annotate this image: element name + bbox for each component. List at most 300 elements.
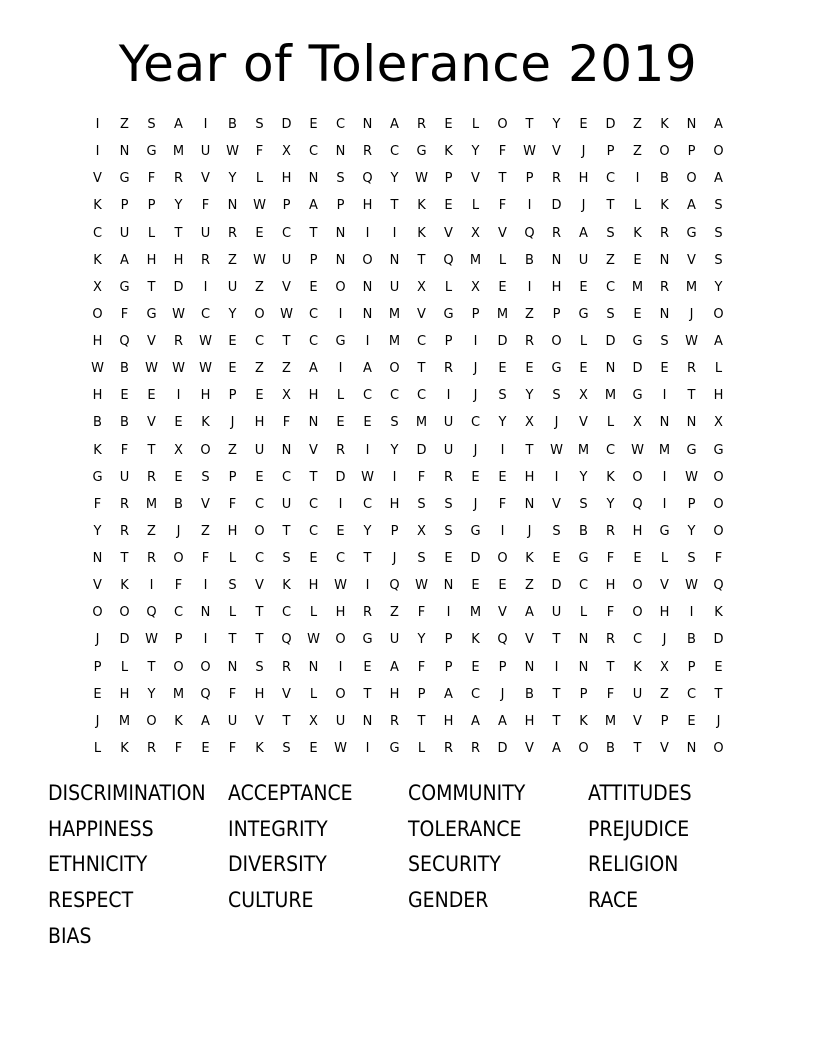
grid-row <box>84 518 732 545</box>
grid-row <box>84 654 732 681</box>
grid-letter: F <box>606 551 615 566</box>
grid-letter: Z <box>228 442 237 458</box>
grid-letter: N <box>200 605 211 621</box>
grid-letter: C <box>308 306 319 322</box>
grid-letter: Y <box>93 523 102 539</box>
grid-letter: X <box>93 279 102 295</box>
grid-letter: L <box>714 361 723 377</box>
grid-letter: R <box>443 469 454 485</box>
grid-letter: E <box>633 306 642 322</box>
grid-letter: W <box>550 442 563 458</box>
grid-row <box>84 220 732 247</box>
word-list-item: INTEGRITY <box>228 816 328 841</box>
grid-letter: S <box>282 740 291 756</box>
grid-letter: F <box>120 306 129 322</box>
grid-letter: O <box>632 605 643 621</box>
grid-letter: R <box>524 334 535 349</box>
grid-letter: E <box>336 415 345 431</box>
grid-letter: T <box>363 551 372 566</box>
grid-letter: H <box>227 523 238 539</box>
grid-letter: P <box>687 659 696 675</box>
grid-letter: V <box>201 171 210 187</box>
grid-letter: V <box>552 496 561 512</box>
grid-letter: B <box>606 740 615 756</box>
grid-letter: E <box>579 117 588 132</box>
grid-letter: N <box>659 415 670 431</box>
grid-letter: M <box>685 279 698 295</box>
grid-letter: N <box>308 415 319 431</box>
grid-letter: X <box>282 144 291 160</box>
grid-letter: C <box>362 388 373 404</box>
grid-letter: P <box>687 496 696 512</box>
grid-letter: Q <box>443 252 454 268</box>
grid-letter: K <box>93 198 102 214</box>
grid-letter: H <box>200 388 211 404</box>
grid-letter: L <box>309 605 318 621</box>
grid-row <box>84 545 732 572</box>
grid-letter: N <box>227 198 238 214</box>
grid-letter: A <box>363 361 372 377</box>
grid-letter: O <box>92 306 103 322</box>
grid-letter: E <box>471 469 480 485</box>
grid-letter: P <box>471 306 480 322</box>
grid-letter: C <box>605 279 616 295</box>
grid-letter: W <box>685 578 698 594</box>
grid-letter: I <box>500 442 505 458</box>
grid-letter: F <box>498 144 507 160</box>
grid-letter: A <box>714 334 723 349</box>
grid-letter: A <box>201 713 210 729</box>
grid-letter: C <box>254 551 265 566</box>
grid-letter: W <box>145 361 158 377</box>
grid-letter: F <box>120 442 129 458</box>
grid-letter: O <box>92 605 103 621</box>
grid-letter: E <box>498 279 507 295</box>
grid-letter: M <box>118 713 131 729</box>
grid-letter: W <box>334 740 347 756</box>
grid-letter: F <box>417 605 426 621</box>
grid-letter: V <box>255 713 264 729</box>
grid-letter: L <box>498 252 507 268</box>
grid-letter: T <box>417 361 426 377</box>
grid-letter: L <box>606 415 615 431</box>
grid-letter: H <box>335 605 346 621</box>
grid-letter: G <box>146 144 157 160</box>
grid-letter: C <box>173 605 184 621</box>
grid-letter: L <box>228 605 237 621</box>
word-list-item: RESPECT <box>48 888 134 913</box>
grid-letter: C <box>578 578 589 594</box>
word-list-item: BIAS <box>48 923 92 948</box>
grid-letter: W <box>253 198 266 214</box>
grid-letter: Q <box>119 334 130 349</box>
grid-letter: K <box>201 415 210 431</box>
grid-letter: T <box>552 713 561 729</box>
grid-letter: I <box>689 605 694 621</box>
grid-letter: G <box>146 306 157 322</box>
grid-letter: W <box>334 578 347 594</box>
grid-row <box>84 437 732 464</box>
grid-letter: V <box>498 605 507 621</box>
grid-letter: Z <box>633 117 642 132</box>
grid-letter: E <box>255 388 264 404</box>
grid-letter: Q <box>713 578 724 594</box>
grid-letter: E <box>363 415 372 431</box>
grid-letter: H <box>362 198 373 214</box>
grid-letter: Z <box>255 361 264 377</box>
grid-letter: E <box>309 117 318 132</box>
grid-letter: H <box>254 686 265 702</box>
grid-letter: I <box>338 659 343 675</box>
grid-letter: W <box>307 632 320 648</box>
grid-row <box>84 626 732 653</box>
grid-letter: V <box>255 578 264 594</box>
grid-letter: T <box>498 171 507 187</box>
grid-letter: S <box>714 198 723 214</box>
grid-letter: H <box>308 388 319 404</box>
grid-letter: J <box>95 713 100 729</box>
grid-letter: G <box>686 225 697 241</box>
grid-letter: M <box>604 388 617 404</box>
grid-letter: F <box>606 686 615 702</box>
grid-letter: F <box>714 551 723 566</box>
grid-letter: J <box>689 306 694 322</box>
grid-letter: R <box>173 171 184 187</box>
grid-letter: Q <box>524 225 535 241</box>
grid-letter: L <box>444 279 453 295</box>
grid-letter: N <box>281 442 292 458</box>
grid-letter: V <box>525 632 534 648</box>
grid-letter: R <box>146 551 157 566</box>
grid-letter: V <box>282 686 291 702</box>
grid-letter: A <box>687 198 696 214</box>
grid-letter: O <box>200 442 211 458</box>
grid-letter: P <box>120 198 129 214</box>
grid-letter: S <box>147 117 156 132</box>
grid-letter: W <box>523 144 536 160</box>
grid-letter: Y <box>390 171 399 187</box>
grid-letter: X <box>174 442 183 458</box>
grid-letter: V <box>552 144 561 160</box>
grid-letter: K <box>714 605 723 621</box>
grid-letter: V <box>282 279 291 295</box>
grid-letter: L <box>579 605 588 621</box>
grid-letter: Z <box>255 279 264 295</box>
grid-letter: R <box>659 279 670 295</box>
grid-letter: F <box>93 496 102 512</box>
grid-row <box>84 301 732 328</box>
grid-letter: Z <box>390 605 399 621</box>
grid-letter: T <box>525 117 534 132</box>
grid-letter: S <box>714 225 723 241</box>
grid-letter: S <box>444 496 453 512</box>
grid-letter: I <box>473 334 478 349</box>
grid-letter: E <box>633 252 642 268</box>
grid-letter: V <box>660 578 669 594</box>
grid-letter: L <box>120 659 129 675</box>
grid-letter: N <box>335 144 346 160</box>
grid-letter: I <box>203 578 208 594</box>
grid-letter: C <box>389 144 400 160</box>
grid-letter: J <box>527 523 532 539</box>
grid-letter: Y <box>579 469 588 485</box>
grid-letter: I <box>527 198 532 214</box>
grid-letter: S <box>687 551 696 566</box>
grid-letter: W <box>361 469 374 485</box>
grid-letter: U <box>200 144 211 160</box>
grid-letter: I <box>527 279 532 295</box>
grid-letter: J <box>176 523 181 539</box>
grid-letter: Y <box>363 523 372 539</box>
grid-letter: P <box>444 334 453 349</box>
grid-letter: C <box>308 334 319 349</box>
grid-letter: T <box>174 225 183 241</box>
grid-letter: A <box>390 659 399 675</box>
grid-letter: H <box>551 279 562 295</box>
grid-letter: T <box>390 198 399 214</box>
grid-letter: U <box>578 252 589 268</box>
grid-letter: M <box>469 252 482 268</box>
grid-letter: E <box>201 740 210 756</box>
grid-letter: T <box>147 442 156 458</box>
grid-letter: N <box>362 117 373 132</box>
grid-letter: C <box>281 605 292 621</box>
grid-letter: M <box>658 442 671 458</box>
grid-letter: V <box>525 740 534 756</box>
grid-letter: E <box>255 469 264 485</box>
grid-letter: K <box>93 442 102 458</box>
word-list-item: COMMUNITY <box>408 781 526 805</box>
grid-letter: L <box>228 551 237 566</box>
grid-letter: C <box>389 388 400 404</box>
grid-letter: O <box>713 306 724 322</box>
grid-letter: Q <box>389 578 400 594</box>
grid-letter: H <box>389 686 400 702</box>
word-list-item: PREJUDICE <box>588 816 690 841</box>
grid-letter: M <box>172 144 185 160</box>
grid-letter: P <box>579 686 588 702</box>
grid-row <box>84 491 732 518</box>
grid-letter: M <box>388 306 401 322</box>
grid-letter: P <box>417 686 426 702</box>
grid-letter: S <box>417 551 426 566</box>
grid-letter: S <box>417 496 426 512</box>
grid-letter: R <box>443 740 454 756</box>
grid-letter: B <box>579 523 588 539</box>
grid-letter: S <box>336 171 345 187</box>
grid-letter: E <box>471 659 480 675</box>
grid-letter: C <box>470 415 481 431</box>
grid-letter: P <box>174 632 183 648</box>
grid-letter: G <box>632 388 643 404</box>
grid-letter: R <box>146 740 157 756</box>
grid-letter: F <box>201 198 210 214</box>
grid-letter: B <box>93 415 102 431</box>
grid-letter: D <box>416 442 427 458</box>
grid-letter: K <box>579 713 588 729</box>
grid-letter: N <box>362 279 373 295</box>
grid-letter: N <box>443 578 454 594</box>
grid-letter: B <box>228 117 237 132</box>
grid-letter: G <box>632 334 643 349</box>
grid-letter: L <box>579 334 588 349</box>
grid-letter: O <box>119 605 130 621</box>
grid-letter: G <box>362 632 373 648</box>
grid-letter: T <box>714 686 723 702</box>
grid-letter: S <box>552 523 561 539</box>
grid-letter: K <box>444 144 453 160</box>
grid-letter: Y <box>390 442 399 458</box>
grid-letter: X <box>471 225 480 241</box>
grid-letter: P <box>282 198 291 214</box>
grid-letter: P <box>444 171 453 187</box>
grid-letter: M <box>496 306 509 322</box>
grid-letter: T <box>417 252 426 268</box>
grid-letter: S <box>552 388 561 404</box>
grid-letter: H <box>443 713 454 729</box>
grid-letter: T <box>687 388 696 404</box>
grid-letter: D <box>713 632 724 648</box>
grid-letter: A <box>309 361 318 377</box>
grid-letter: D <box>497 334 508 349</box>
grid-letter: U <box>281 252 292 268</box>
grid-letter: C <box>416 388 427 404</box>
grid-letter: S <box>255 659 264 675</box>
grid-letter: M <box>172 686 185 702</box>
grid-letter: J <box>230 415 235 431</box>
grid-letter: U <box>335 713 346 729</box>
grid-letter: U <box>389 632 400 648</box>
word-list-item: RACE <box>588 888 639 913</box>
grid-letter: S <box>714 252 723 268</box>
grid-letter: P <box>228 388 237 404</box>
grid-letter: A <box>174 117 183 132</box>
grid-letter: Z <box>282 361 291 377</box>
letter-grid <box>84 111 732 762</box>
grid-letter: A <box>390 117 399 132</box>
word-list-item: ATTITUDES <box>588 781 692 805</box>
grid-letter: I <box>392 225 397 241</box>
grid-letter: O <box>254 306 265 322</box>
grid-letter: V <box>660 740 669 756</box>
grid-letter: N <box>335 252 346 268</box>
grid-letter: F <box>228 496 237 512</box>
grid-letter: I <box>203 632 208 648</box>
grid-letter: J <box>500 686 505 702</box>
grid-letter: W <box>685 469 698 485</box>
grid-letter: V <box>633 713 642 729</box>
grid-letter: D <box>281 117 292 132</box>
grid-letter: V <box>147 415 156 431</box>
grid-letter: F <box>606 605 615 621</box>
word-list-item: DIVERSITY <box>228 852 327 877</box>
grid-letter: S <box>444 523 453 539</box>
grid-letter: T <box>309 469 318 485</box>
grid-letter: H <box>281 171 292 187</box>
grid-letter: O <box>713 740 724 756</box>
grid-letter: F <box>147 171 156 187</box>
grid-letter: G <box>335 334 346 349</box>
grid-letter: U <box>254 442 265 458</box>
grid-letter: R <box>335 442 346 458</box>
grid-row <box>84 274 732 301</box>
grid-letter: E <box>498 361 507 377</box>
grid-letter: E <box>228 361 237 377</box>
grid-letter: V <box>687 252 696 268</box>
grid-letter: P <box>336 198 345 214</box>
grid-letter: O <box>335 686 346 702</box>
grid-letter: K <box>633 225 642 241</box>
grid-letter: H <box>119 686 130 702</box>
grid-letter: Z <box>633 144 642 160</box>
grid-letter: C <box>605 442 616 458</box>
grid-letter: U <box>632 686 643 702</box>
grid-letter: S <box>282 551 291 566</box>
grid-letter: Z <box>606 252 615 268</box>
grid-letter: W <box>415 578 428 594</box>
grid-letter: H <box>605 578 616 594</box>
grid-letter: E <box>660 361 669 377</box>
grid-letter: V <box>147 334 156 349</box>
grid-letter: S <box>606 225 615 241</box>
grid-letter: Y <box>552 117 561 132</box>
grid-letter: K <box>633 659 642 675</box>
grid-letter: O <box>578 740 589 756</box>
grid-letter: V <box>309 442 318 458</box>
grid-letter: J <box>554 415 559 431</box>
grid-letter: W <box>172 361 185 377</box>
grid-letter: Z <box>525 306 534 322</box>
grid-letter: F <box>201 551 210 566</box>
grid-letter: T <box>417 713 426 729</box>
grid-letter: U <box>227 713 238 729</box>
grid-letter: K <box>120 578 129 594</box>
grid-letter: S <box>228 578 237 594</box>
grid-letter: T <box>525 442 534 458</box>
grid-letter: I <box>338 306 343 322</box>
grid-letter: A <box>120 252 129 268</box>
grid-letter: H <box>632 523 643 539</box>
grid-letter: E <box>309 279 318 295</box>
word-list-item: ACCEPTANCE <box>228 781 353 805</box>
grid-letter: I <box>392 469 397 485</box>
grid-letter: C <box>605 171 616 187</box>
grid-letter: F <box>498 198 507 214</box>
word-list-item: HAPPINESS <box>48 816 154 841</box>
grid-letter: L <box>93 740 102 756</box>
grid-letter: Z <box>228 252 237 268</box>
grid-letter: O <box>632 578 643 594</box>
grid-letter: O <box>686 171 697 187</box>
grid-letter: L <box>660 551 669 566</box>
grid-letter: L <box>471 198 480 214</box>
grid-letter: J <box>662 632 667 648</box>
grid-row <box>84 111 732 138</box>
grid-letter: K <box>660 117 669 132</box>
grid-letter: N <box>551 252 562 268</box>
grid-row <box>84 735 732 762</box>
grid-letter: K <box>471 632 480 648</box>
grid-letter: D <box>119 632 130 648</box>
grid-letter: R <box>173 334 184 349</box>
grid-letter: Y <box>525 388 534 404</box>
grid-letter: G <box>686 442 697 458</box>
grid-letter: G <box>389 740 400 756</box>
grid-letter: E <box>471 578 480 594</box>
grid-letter: W <box>685 334 698 349</box>
grid-letter: C <box>308 523 319 539</box>
grid-letter: M <box>388 334 401 349</box>
